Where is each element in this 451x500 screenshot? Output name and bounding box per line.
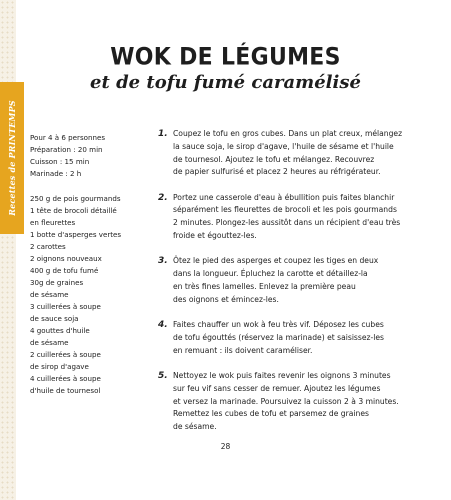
meta-cooking: Cuisson : 15 min bbox=[30, 157, 90, 166]
step-number: 3. bbox=[158, 256, 168, 267]
step-line: et versez la marinade. Poursuivez la cuisson 2 à 3 minutes. bbox=[173, 396, 399, 406]
ingredient-line: 4 gouttes d'huile bbox=[30, 326, 90, 335]
step-line: des oignons et émincez-les. bbox=[173, 294, 279, 304]
step-4 bbox=[158, 319, 413, 357]
step-line: dans la longueur. Épluchez la carotte et détaillez-la bbox=[173, 269, 368, 279]
ingredient-line: 1 tête de brocoli détaillé bbox=[30, 206, 117, 215]
step-line: Remettez les cubes de tofu et parsemez de graines bbox=[173, 409, 369, 419]
recipe-steps bbox=[158, 128, 413, 446]
ingredient-line: de sésame bbox=[30, 290, 69, 299]
step-line: de tournesol. Ajoutez le tofu et mélangez. Recouvrez bbox=[173, 154, 375, 164]
ingredient-line: 2 oignons nouveaux bbox=[30, 254, 102, 263]
ingredient-line: 4 cuillerées à soupe bbox=[30, 374, 101, 383]
ingredient-list bbox=[30, 193, 148, 397]
recipe-info-column bbox=[30, 132, 148, 397]
step-line: la sauce soja, le sirop d'agave, l'huile de sésame et l'huile bbox=[173, 141, 394, 151]
ingredient-line: de sauce soja bbox=[30, 314, 79, 323]
step-line: Ôtez le pied des asperges et coupez les tiges en deux bbox=[173, 256, 379, 266]
step-3 bbox=[158, 255, 413, 306]
ingredient-line: 30g de graines bbox=[30, 278, 84, 287]
step-text bbox=[173, 255, 378, 306]
page-title: WOK DE LÉGUMES bbox=[110, 43, 341, 72]
ingredient-line: 250 g de pois gourmands bbox=[30, 194, 121, 203]
step-line: Coupez le tofu en gros cubes. Dans un plat creux, mélangez bbox=[173, 129, 403, 138]
section-tab-label: Recettes de PRINTEMPS bbox=[7, 100, 17, 216]
step-line: froide et égouttez-les. bbox=[173, 231, 257, 241]
page-number: 28 bbox=[220, 442, 231, 451]
step-number: 4. bbox=[158, 320, 168, 331]
step-line: de sésame. bbox=[173, 422, 217, 432]
step-2 bbox=[158, 192, 413, 243]
step-line: en très fines lamelles. Enlevez la première peau bbox=[173, 281, 356, 291]
step-line: 2 minutes. Plongez-les aussitôt dans un récipient d'eau très bbox=[173, 218, 401, 228]
step-line: sur feu vif sans cesser de remuer. Ajoutez les légumes bbox=[173, 383, 381, 393]
step-number: 2. bbox=[158, 192, 168, 203]
step-text bbox=[173, 370, 399, 434]
step-text bbox=[173, 128, 402, 179]
ingredient-line: de sirop d'agave bbox=[30, 362, 89, 371]
ingredient-line: 2 cuillerées à soupe bbox=[30, 350, 101, 359]
step-line: Portez une casserole d'eau à ébullition puis faites blanchir bbox=[173, 192, 395, 202]
ingredient-line: 400 g de tofu fumé bbox=[30, 266, 99, 275]
step-line: de tofu égouttés (réservez la marinade) et saisissez-les bbox=[173, 332, 384, 342]
ingredient-line: 1 botte d'asperges vertes bbox=[30, 230, 122, 239]
step-line: de papier sulfurisé et placez 2 heures au réfrigérateur. bbox=[173, 167, 381, 177]
step-text bbox=[173, 192, 400, 243]
step-5 bbox=[158, 370, 413, 434]
section-tab bbox=[0, 82, 24, 234]
ingredient-line: d'huile de tournesol bbox=[30, 386, 101, 395]
meta-servings: Pour 4 à 6 personnes bbox=[30, 133, 106, 142]
step-text bbox=[173, 319, 384, 357]
ingredient-line: 2 carottes bbox=[30, 242, 66, 251]
step-line: Nettoyez le wok puis faites revenir les oignons 3 minutes bbox=[173, 370, 391, 380]
ingredient-line: de sésame bbox=[30, 338, 69, 347]
step-number: 5. bbox=[158, 370, 168, 381]
step-line: en remuant : ils doivent caraméliser. bbox=[173, 345, 313, 355]
step-line: Faites chauffer un wok à feu très vif. Déposez les cubes bbox=[173, 320, 384, 330]
page-subtitle: et de tofu fumé caramélisé bbox=[90, 72, 361, 93]
step-1 bbox=[158, 128, 413, 179]
meta-preparation: Préparation : 20 min bbox=[30, 145, 103, 154]
recipe-meta bbox=[30, 132, 148, 180]
step-line: séparément les fleurettes de brocoli et les pois gourmands bbox=[173, 205, 397, 215]
ingredient-line: en fleurettes bbox=[30, 218, 76, 227]
step-number: 1. bbox=[158, 129, 168, 139]
meta-marinade: Marinade : 2 h bbox=[30, 169, 82, 178]
ingredient-line: 3 cuillerées à soupe bbox=[30, 302, 101, 311]
